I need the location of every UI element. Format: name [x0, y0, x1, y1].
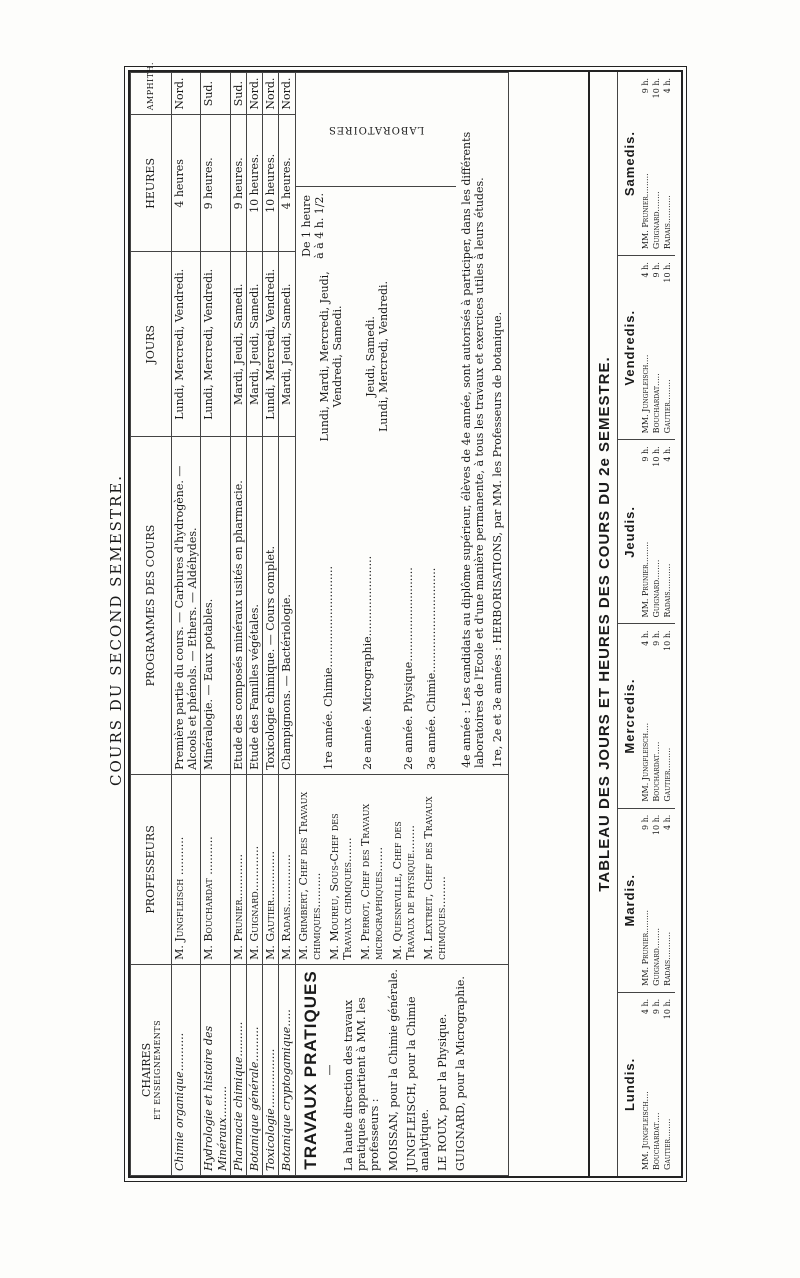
- day-name: Samedis.: [622, 131, 637, 197]
- chaire-cell: Botanique cryptogamique.....: [279, 964, 295, 1175]
- course-row: [279, 73, 295, 1176]
- heures-cell: 4 heures: [172, 115, 201, 252]
- course-table-page: [128, 61, 683, 1178]
- entry-prof: MM. Prunier.........: [641, 173, 650, 250]
- courses-table: [130, 61, 509, 1176]
- schedule-day: [618, 623, 675, 807]
- tp-notes-cell: [295, 964, 508, 1175]
- amphi-cell: Nord.: [279, 73, 295, 115]
- heures-cell: 10 heures.: [263, 115, 279, 252]
- tp-schedule-cell: [295, 73, 508, 775]
- day-entry: [652, 262, 663, 433]
- day-entry: [663, 262, 674, 433]
- header-heures: HEURES: [131, 115, 172, 252]
- day-entry: [641, 630, 652, 801]
- programme-cell: Minéralogie. — Eaux potables.: [201, 437, 230, 775]
- chaire-cell: Botanique générale..........: [246, 964, 262, 1175]
- heures-cell: 4 heures.: [279, 115, 295, 252]
- professeur-cell: M. Bouchardat ...........: [201, 774, 230, 964]
- schedule-day: [618, 808, 675, 992]
- tp-note: GUIGNARD, pour la Micrographie.: [454, 976, 468, 1171]
- entry-prof: MM. Prunier.........: [641, 541, 650, 618]
- entry-prof: Gautier.........: [662, 379, 672, 434]
- travaux-pratiques-row: [295, 73, 508, 1176]
- entry-prof: Guignard........: [651, 559, 661, 618]
- table-header-row: [131, 73, 172, 1176]
- entry-prof: Bouchardat....: [651, 1112, 661, 1170]
- course-row: [263, 73, 279, 1176]
- day-entry: [663, 446, 674, 617]
- amphi-cell: Sud.: [201, 73, 230, 115]
- tp-note: JUNGFLEISCH, pour la Chimie analytique.: [404, 996, 432, 1171]
- heures-cell: 9 heures.: [230, 115, 246, 252]
- entry-hour: 9 h.: [651, 998, 661, 1015]
- entry-prof: Bouchardat.....: [651, 373, 661, 434]
- entry-prof: MM. Prunier.........: [641, 909, 650, 986]
- entry-hour: 9 h.: [651, 630, 661, 646]
- chaire-cell: Pharmacie chimique..........: [230, 964, 246, 1175]
- entry-prof: Guignard........: [651, 191, 661, 250]
- tp-jours-2: Jeudi, Samedi.: [363, 316, 377, 397]
- schedule-day: [618, 72, 675, 255]
- schedule-days: [617, 72, 675, 1176]
- entry-prof: MM. Jungfleisch....: [641, 354, 650, 434]
- entry-prof: Radais...........: [662, 195, 672, 250]
- jours-cell: Mardi, Jeudi, Samedi.: [279, 252, 295, 437]
- schedule-title: TABLEAU DES JOURS ET HEURES DES COURS DU 2e SEMESTRE.: [596, 356, 613, 892]
- day-entry: [652, 630, 663, 801]
- header-chaires: CHAIRES ET ENSEIGNEMENTS: [131, 964, 172, 1175]
- entry-hour: 4 h.: [662, 446, 672, 462]
- entry-hour: 4 h.: [662, 77, 672, 94]
- header-professeurs: PROFESSEURS: [131, 774, 172, 964]
- professeur-cell: M. Guignard.............: [246, 774, 262, 964]
- chaire-cell: Toxicologie.................: [263, 964, 279, 1175]
- amphi-cell: Sud.: [230, 73, 246, 115]
- jours-cell: Mardi, Jeudi, Samedi.: [230, 252, 246, 437]
- tp-chefs-cell: [295, 774, 508, 964]
- day-name: Mardis.: [622, 873, 637, 927]
- laboratoires-cell: [296, 73, 457, 187]
- day-name: Vendredis.: [622, 309, 637, 386]
- programme-cell: Première partie du cours. — Carbures d'hydrogène. — Alcools et phénols. — Ethers. — Aldéhydes.: [172, 437, 201, 775]
- entry-prof: MM. Jungfleisch....: [641, 1091, 650, 1170]
- programme-cell: Etude des composés minéraux usités en pharmacie.: [230, 437, 246, 775]
- tp-herbo: 1re, 2e et 3e années : HERBORISATIONS, par MM. les Professeurs de botanique.: [490, 311, 504, 768]
- laboratoires-label: LABORATOIRES: [327, 124, 425, 136]
- tp-note4: 4e année : Les candidats au diplôme supérieur, élèves de 4e année, sont autorisés à participer, dans les différents laboratoires de l'Ecole et d'une manière permanente, à tous les travaux et exercices utiles à leurs études.: [460, 131, 487, 768]
- chaire-cell: Hydrologie et histoire des Minéraux.........: [201, 964, 230, 1175]
- entry-hour: 10 h.: [662, 262, 672, 283]
- day-entry: [641, 815, 652, 986]
- day-name: Mercredis.: [622, 678, 637, 754]
- entry-hour: 10 h.: [662, 630, 672, 651]
- entry-hour: 9 h.: [651, 262, 661, 278]
- course-row: [201, 73, 230, 1176]
- entry-prof: Radais...........: [662, 931, 672, 986]
- professeur-cell: M. Prunier.............: [230, 774, 246, 964]
- entry-hour: 4 h.: [641, 262, 650, 278]
- entry-prof: Guignard........: [651, 927, 661, 986]
- tp-annee: 2e année. Micrographie.......................: [360, 555, 374, 770]
- chaire-cell: Chimie organique...........: [172, 964, 201, 1175]
- entry-hour: 4 h.: [641, 998, 650, 1015]
- amphi-cell: Nord.: [246, 73, 262, 115]
- header-jours: JOURS: [131, 252, 172, 437]
- day-entry: [663, 630, 674, 801]
- entry-prof: MM. Jungfleisch....: [641, 722, 650, 802]
- jours-cell: Lundi, Mercredi, Vendredi.: [201, 252, 230, 437]
- jours-cell: Lundi, Mercredi, Vendredi.: [263, 252, 279, 437]
- tp-title: TRAVAUX PRATIQUES: [300, 970, 320, 1170]
- entry-hour: 10 h.: [651, 814, 661, 836]
- tp-note: MOISSAN, pour la Chimie générale.: [386, 969, 400, 1171]
- day-entry: [641, 78, 652, 249]
- course-row: [172, 73, 201, 1176]
- tp-annee: 3e année. Chimie..............................: [425, 567, 439, 770]
- tp-dash: —: [322, 1064, 336, 1076]
- professeur-cell: M. Gautier..............: [263, 774, 279, 964]
- day-entry: [641, 262, 652, 433]
- header-programmes: PROGRAMMES DES COURS: [131, 437, 172, 775]
- jours-cell: Lundi, Mercredi, Vendredi.: [172, 252, 201, 437]
- tp-chef: M. Moureu, Sous-Chef des Travaux chimiques.......: [327, 813, 355, 960]
- day-entry: [663, 78, 674, 249]
- amphi-cell: Nord.: [263, 73, 279, 115]
- entry-hour: 10 h.: [651, 446, 661, 467]
- entry-prof: Gautier.........: [662, 747, 672, 802]
- programme-cell: Champignons. — Bactériologie.: [279, 437, 295, 775]
- tp-chef: M. Quesneville, Chef des Travaux de physique........: [390, 821, 417, 960]
- tp-jours-1: Lundi, Mardi, Mercredi, Jeudi, Vendredi, Samedi.: [317, 271, 344, 442]
- entry-hour: 10 h.: [662, 998, 672, 1020]
- tp-chef: M. Lextreit, Chef des Travaux chimiques.........: [422, 796, 449, 960]
- professeur-cell: M. Jungfleisch ...........: [172, 774, 201, 964]
- tp-chef: M. Grimbert, Chef des Travaux chimiques..........: [296, 791, 323, 960]
- schedule-day: [618, 255, 675, 439]
- tp-jours-3: Lundi, Mercredi, Vendredi.: [377, 280, 391, 432]
- day-entry: [641, 999, 652, 1170]
- heures-cell: 9 heures.: [201, 115, 230, 252]
- day-entry: [652, 999, 663, 1170]
- day-entry: [652, 815, 663, 986]
- amphi-cell: Nord.: [172, 73, 201, 115]
- tp-chef: M. Perrot, Chef des Travaux micrographiques.......: [359, 803, 386, 960]
- header-amphi: AMPHITH.: [131, 73, 172, 115]
- page-title: COURS DU SECOND SEMESTRE.: [107, 474, 125, 786]
- programme-cell: Etude des Familles végétales.: [246, 437, 262, 775]
- entry-hour: 9 h.: [641, 77, 650, 94]
- day-entry: [663, 815, 674, 986]
- entry-hour: 4 h.: [641, 630, 650, 646]
- tp-note: La haute direction des travaux pratiques appartient à MM. les professeurs :: [342, 997, 382, 1171]
- day-entry: [641, 446, 652, 617]
- day-entry: [652, 446, 663, 617]
- entry-hour: 9 h.: [641, 814, 650, 830]
- tp-heures: De 1 heure à à 4 h. 1/2.: [299, 192, 326, 259]
- schedule-day: [618, 992, 675, 1176]
- entry-prof: Bouchardat.....: [651, 741, 661, 802]
- tp-annee: 1re année. Chimie.............................: [321, 566, 335, 770]
- tp-annee: 2e année. Physique...........................: [401, 567, 415, 770]
- tp-annees: [296, 448, 457, 774]
- programme-cell: Toxicologie chimique. — Cours complet.: [263, 437, 279, 775]
- day-name: Lundis.: [622, 1057, 637, 1112]
- tp-jours: [296, 265, 457, 448]
- entry-prof: Radais...........: [662, 563, 672, 618]
- day-entry: [663, 999, 674, 1170]
- course-row: [246, 73, 262, 1176]
- entry-hour: 9 h.: [641, 446, 650, 462]
- professeur-cell: M. Radais...............: [279, 774, 295, 964]
- entry-hour: 10 h.: [651, 77, 661, 99]
- day-entry: [652, 78, 663, 249]
- schedule-day: [618, 439, 675, 623]
- course-row: [230, 73, 246, 1176]
- jours-cell: Mardi, Jeudi, Samedi.: [246, 252, 262, 437]
- entry-hour: 4 h.: [662, 814, 672, 830]
- tp-note: LE ROUX, pour la Physique.: [436, 1013, 450, 1171]
- heures-cell: 10 heures.: [246, 115, 262, 252]
- schedule-section: [588, 72, 681, 1176]
- day-name: Jeudis.: [622, 506, 637, 558]
- entry-prof: Gautier........: [662, 1118, 672, 1170]
